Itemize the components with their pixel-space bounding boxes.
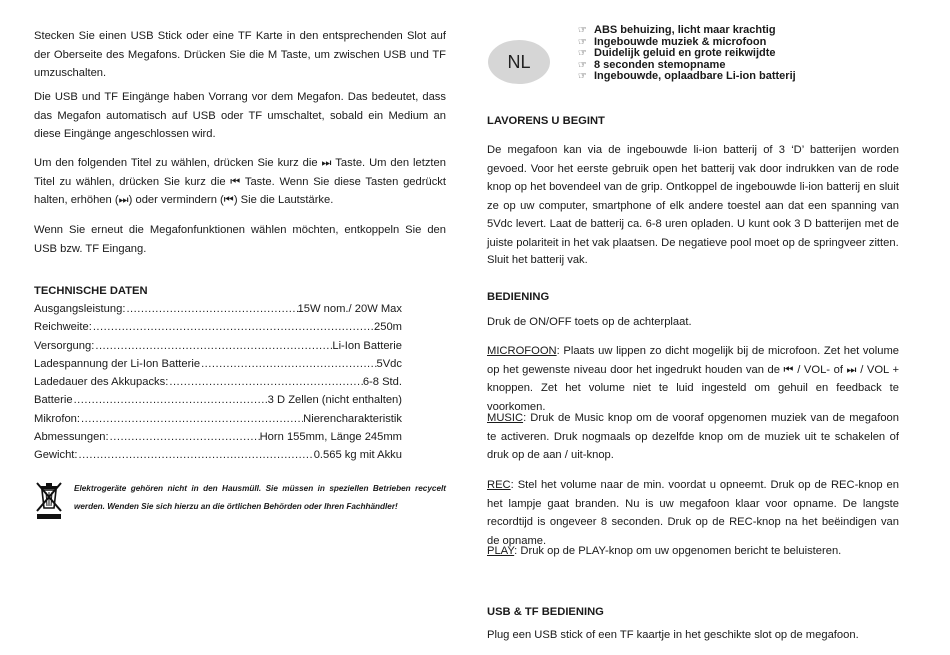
play-text: : Druk op de PLAY-knop om uw opgenomen bericht te beluisteren. [514,545,842,557]
play-paragraph [487,542,899,561]
music-text: : Druk de Music knop om de vooraf opgenomen muziek van de megafoon te activeren. Druk nogmaals op dezelfde knop om de muziek uit te schakelen of druk op de aan / uit-knop. [487,412,899,461]
specs-heading: TECHNISCHE DATEN [34,285,148,297]
before-start-heading: LAVORENS U BEGINT [487,115,605,127]
spec-row [34,337,402,355]
spec-value: 6-8 Std. [362,376,402,389]
spec-label: Ladespannung der Li-Ion Batterie [34,357,201,370]
spec-row [34,410,402,428]
operation-intro: Druk de ON/OFF toets op de achterplaat. [487,316,692,328]
spec-label: Reichweite: [34,321,92,334]
leader-dots [200,355,376,373]
pointing-hand-icon: ☞ [578,59,587,71]
spec-row [34,318,402,336]
spec-row [34,446,402,464]
spec-row [34,300,402,318]
microphone-paragraph [487,342,899,416]
leader-dots [78,446,314,464]
spec-row [34,391,402,409]
spec-label: Ladedauer des Akkupacks: [34,376,169,389]
language-badge: NL [488,40,550,84]
usb-tf-heading: USB & TF BEDIENING [487,606,604,618]
feature-text: 8 seconden stemopname [594,58,726,71]
spec-value: Horn 155mm, Länge 245mm [259,431,402,444]
usb-tf-paragraph: Stecken Sie einen USB Stick oder eine TF Karte in den entsprechenden Slot auf der Oberseite des Megafons. Drücken Sie die M Taste, um zwischen USB und TF umzuschalten. [34,30,446,79]
spec-row [34,355,402,373]
spec-value: 250m [374,321,402,334]
pointing-hand-icon: ☞ [578,36,587,48]
track-selection-paragraph: Um den folgenden Titel zu wählen, drücken Sie kurz die ⏭ Taste. Um den letzten Titel zu wählen, drücken Sie kurz die ⏮ Taste. Wenn Sie diese Tasten gedrückt halten, erhöhen (⏭) oder vermindern (⏮) Sie die Lautstärke. [34,157,446,206]
feature-text: ABS behuizing, licht maar krachtig [594,24,776,36]
leader-dots [73,391,268,409]
feature-text: Duidelijk geluid en grote reikwijdte [594,47,776,60]
spec-value: Nierencharakteristik [303,412,402,425]
crossed-bin-icon [34,480,64,520]
weee-text: Elektrogeräte gehören nicht in den Hausmüll. Sie müssen in speziellen Betrieben recycelt werden. Wenden Sie sich hierzu an die örtlichen Behörden oder Ihren Fachhändler! [74,484,446,511]
spec-label: Mikrofon: [34,412,81,425]
leader-dots [92,318,374,336]
feature-text: Ingebouwde muziek & microfoon [594,35,767,48]
pointing-hand-icon: ☞ [578,71,587,83]
microphone-text: : Plaats uw lippen zo dicht mogelijk bij de microfoon. Zet het volume op het gewenste niveau door het ingedrukt houden van de ⏮ / VOL- of ⏭ / VOL + knoppen. Zet het volume niet te luid ingesteld om gehuil en feedback te voorkomen. [487,345,899,413]
feature-list [578,25,796,83]
leader-dots [94,337,332,355]
feature-text: Ingebouwde, oplaadbare Li-ion batterij [594,70,796,83]
spec-value: 15W nom./ 20W Max [297,303,402,315]
before-start-text: De megafoon kan via de ingebouwde li-ion batterij of 3 ‘D’ batterijen worden gevoed. Voor het eerste gebruik open het batterij vak door indrukken van de rode knop op het bovendeel van de grip. Ontkoppel de ingebouwde li-ion batterij en sluit ze op uw computer, smartphone of elk andere toestel aan dat een spanning van 5Vdc levert. Laat de batterij ca. 6-8 uren opladen. U kunt ook 3 D batterijen met de juiste polariteit in het vak plaatsen. De negatieve pool moet op de springveer zitten. [487,144,899,249]
spec-label: Abmessungen: [34,431,109,444]
weee-notice [34,480,446,520]
spec-row [34,373,402,391]
pointing-hand-icon: ☞ [578,48,587,60]
rec-text: : Stel het volume naar de min. voordat u opneemt. Druk op de REC-knop en het lampje gaat branden. Nu is uw megafoon klaar voor opname. De langste recordtijd is ongeveer 8 seconden. Druk op de REC-knop na het beëindigen van de opname. [487,479,899,547]
megaphone-return-paragraph: Wenn Sie erneut die Megafonfunktionen wählen möchten, entkoppeln Sie den USB bzw. TF Eingang. [34,224,446,255]
microphone-label: MICROFOON [487,345,557,357]
play-label: PLAY [487,545,515,557]
leader-dots [125,300,297,318]
leader-dots [168,373,362,391]
pointing-hand-icon: ☞ [578,25,587,36]
spec-value: 3 D Zellen (nicht enthalten) [267,394,402,407]
spec-label: Gewicht: [34,449,78,462]
spec-label: Ausgangsleistung: [34,303,126,315]
leader-dots [80,410,303,428]
spec-value: 5Vdc [376,357,402,370]
specs-table [34,300,402,465]
spec-row [34,428,402,446]
music-paragraph [487,409,899,465]
spec-value: Li-Ion Batterie [332,339,402,352]
spec-label: Versorgung: [34,339,95,352]
operation-heading: BEDIENING [487,291,550,303]
leader-dots [109,428,260,446]
list-item [578,71,796,83]
spec-value: 0.565 kg mit Akku [313,449,402,462]
close-battery-text: Sluit het batterij vak. [487,254,588,266]
usb-tf-text: Plug een USB stick of een TF kaartje in het geschikte slot op de megafoon. [487,629,859,641]
rec-label: REC [487,479,511,491]
input-priority-paragraph: Die USB und TF Eingänge haben Vorrang vor dem Megafon. Das bedeutet, dass das Megafon automatisch auf USB oder TF umschaltet, sobald ein Medium an diese Eingänge angeschlossen wird. [34,91,446,140]
rec-paragraph [487,476,899,550]
music-label: MUSIC [487,412,524,424]
spec-label: Batterie [34,394,73,407]
